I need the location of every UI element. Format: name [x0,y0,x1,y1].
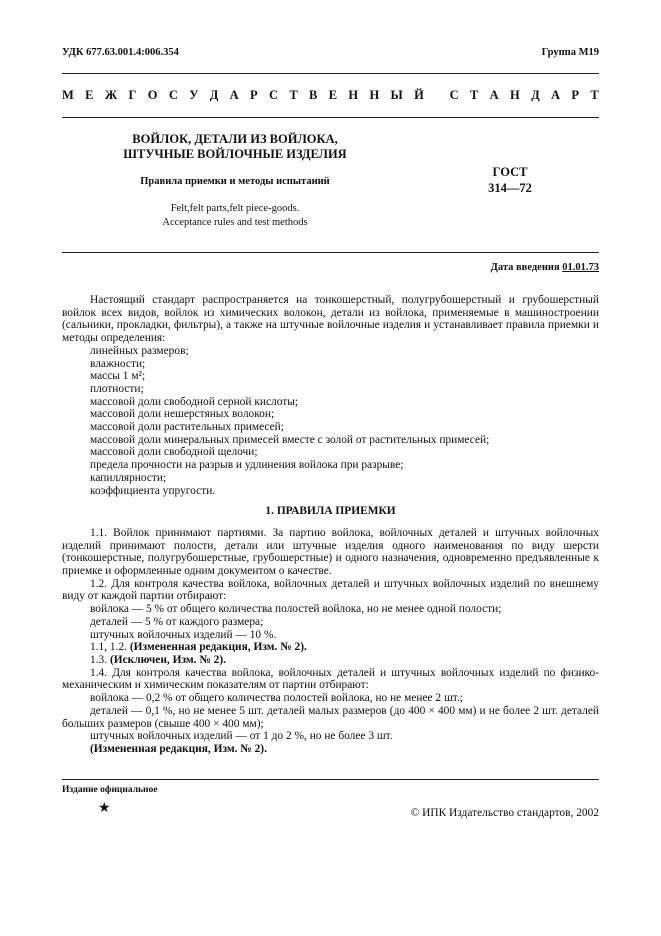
copyright: © ИПК Издательство стандартов, 2002 [410,807,599,819]
edition-label: Издание официальное [62,785,158,795]
methods-list-item: предела прочности на разрыв и удлинения войлока при разрыве; [90,459,404,472]
interstate-heading-letter: А [551,88,561,102]
footer-rule [62,779,599,780]
interstate-heading-letter: Т [289,88,298,102]
document-title [110,132,360,162]
section-1-title: 1. ПРАВИЛА ПРИЕМКИ [265,505,396,518]
interstate-heading-letter: С [269,88,279,102]
methods-list-item: плотности; [90,382,144,395]
interstate-heading-letter: А [229,88,239,102]
interstate-heading-letter: Н [348,88,359,102]
interstate-heading-letter: А [489,88,499,102]
clause-1-4: 1.4. Для контроля качества войлока, войлочных деталей и штучных войлочных изделий по физико-механическим и химическим показателям от партии отбирают: [62,666,599,692]
introduction-date-value: 01.01.73 [562,262,599,273]
introduction-date-label: Дата введения [490,262,560,273]
interstate-heading-space [435,88,438,103]
interstate-heading-letter: М [62,88,74,102]
interstate-heading-letter: С [449,88,459,102]
amendment-note-1-text: (Измененная редакция, Изм. № 2). [129,641,307,654]
amendment-note-2 [62,743,599,756]
title-line-2: ШТУЧНЫЕ ВОЙЛОЧНЫЕ ИЗДЕЛИЯ [123,147,347,161]
methods-list-item: массы 1 м²; [90,370,146,383]
english-title-line-1: Felt,felt parts,felt pieсe-goods. [170,203,300,214]
interstate-heading-letter: Д [531,88,540,102]
interstate-heading-letter: Р [571,88,580,102]
clause-1-2: 1.2. Для контроля качества войлока, войлочных деталей и штучных войлочных изделий по внешнему виду от каждой партии отбирают: [62,577,599,603]
interstate-heading-letter: Т [590,88,599,102]
methods-list-item: массовой доли свободной щелочи; [90,446,258,459]
interstate-heading-letter: Д [209,88,219,102]
methods-list-item: влажности; [90,357,146,370]
document-body [62,294,599,756]
interstate-heading-letter: В [309,88,318,102]
methods-list-item: линейных размеров; [90,344,189,357]
interstate-heading-letter: Ж [104,88,118,102]
amendment-note-2-text: (Измененная редакция, Изм. № 2). [90,742,267,755]
interstate-heading-letter: Е [328,88,338,102]
group-code: Группа М19 [541,47,599,58]
udk-code: УДК 677.63.001.4:006.354 [62,47,179,58]
methods-list-item: массовой доли нешерстяных волокон; [90,408,275,421]
amendment-note-1-prefix: 1.1, 1.2. [90,641,128,654]
introduction-date [491,262,599,273]
clause-1-3-text: (Исключен, Изм. № 2). [109,653,226,666]
interstate-heading-letter: Н [510,88,520,102]
clause-1-4-c: штучных войлочных изделий — от 1 до 2 %, но не более 3 шт. [90,730,393,743]
clause-1-4-a: войлока — 0,2 % от общего количества полостей войлока, но не менее 2 шт.; [90,692,463,705]
methods-list-item: коэффициента упругости. [90,484,216,497]
english-title-line-2: Acceptance rules and test methods [162,217,308,228]
amendment-note-1 [62,641,599,654]
star-icon: ★ [98,801,111,816]
interstate-heading-letter: Й [414,88,424,102]
title-line-1: ВОЙЛОК, ДЕТАЛИ ИЗ ВОЙЛОКА, [132,132,338,146]
gost-designation [470,164,550,196]
clause-1-2-a: войлока — 5 % от общего количества полостей войлока, но не менее одной полости; [90,603,502,616]
interstate-heading-letter: О [147,88,158,102]
title-rule [62,252,599,253]
interstate-heading-letter: С [168,88,178,102]
interstate-heading-letter: Е [85,88,94,102]
methods-list [62,345,599,497]
clause-1-3-prefix: 1.3. [90,653,108,666]
methods-list-item: массовой доли растительных примесей; [90,421,284,434]
gost-label: ГОСТ [492,165,528,179]
interstate-heading-letter: Т [469,88,479,102]
english-title [110,202,360,230]
interstate-heading-letter: У [189,88,199,102]
methods-list-item: массовой доли свободной серной кислоты; [90,395,299,408]
methods-list-item: массовой доли минеральных примесей вместе с золой от растительных примесей; [90,433,490,446]
interstate-standard-heading [62,88,599,103]
clause-1-1: 1.1. Войлок принимают партиями. За партию войлока, войлочных деталей и штучных войлочных изделий принимают полости, детали или штучные изделия одного наименования по виду шерсти (тонкошерстные, полугрубошерстные, грубошерстные) и одного назначения, одновременно предъявленные к приемке и оформленные одним документом о качестве. [62,526,599,578]
clause-1-4-b: деталей — 0,1 %, но не менее 5 шт. деталей малых размеров (до 400 × 400 мм) и не более 2 шт. деталей больших размеров (свыше 400 × 400 мм); [62,704,599,730]
header-rule-top [62,73,599,74]
methods-list-item: капиллярности; [90,471,167,484]
header-rule-bottom [62,117,599,118]
clause-1-2-c: штучных войлочных изделий — 10 %. [90,628,277,641]
clause-1-2-b: деталей — 5 % от каждого размера; [90,615,264,628]
interstate-heading-letter: Р [250,88,258,102]
document-subtitle: Правила приемки и методы испытаний [140,176,330,187]
clause-1-3 [62,654,599,667]
interstate-heading-letter: Ы [390,88,403,102]
gost-number: 314—72 [488,181,532,195]
intro-paragraph: Настоящий стандарт распространяется на тонкошерстный, полугрубошерстный и грубошерстный войлок всех видов, войлок из химических волокон, детали из войлока, применяемые в машиностроении (сальники, прокладки, фильтры), а также на штучные войлочные изделия и устанавливает правила приемки и методы определения: [62,294,599,345]
interstate-heading-letter: Н [369,88,380,102]
interstate-heading-letter: Г [128,88,137,102]
